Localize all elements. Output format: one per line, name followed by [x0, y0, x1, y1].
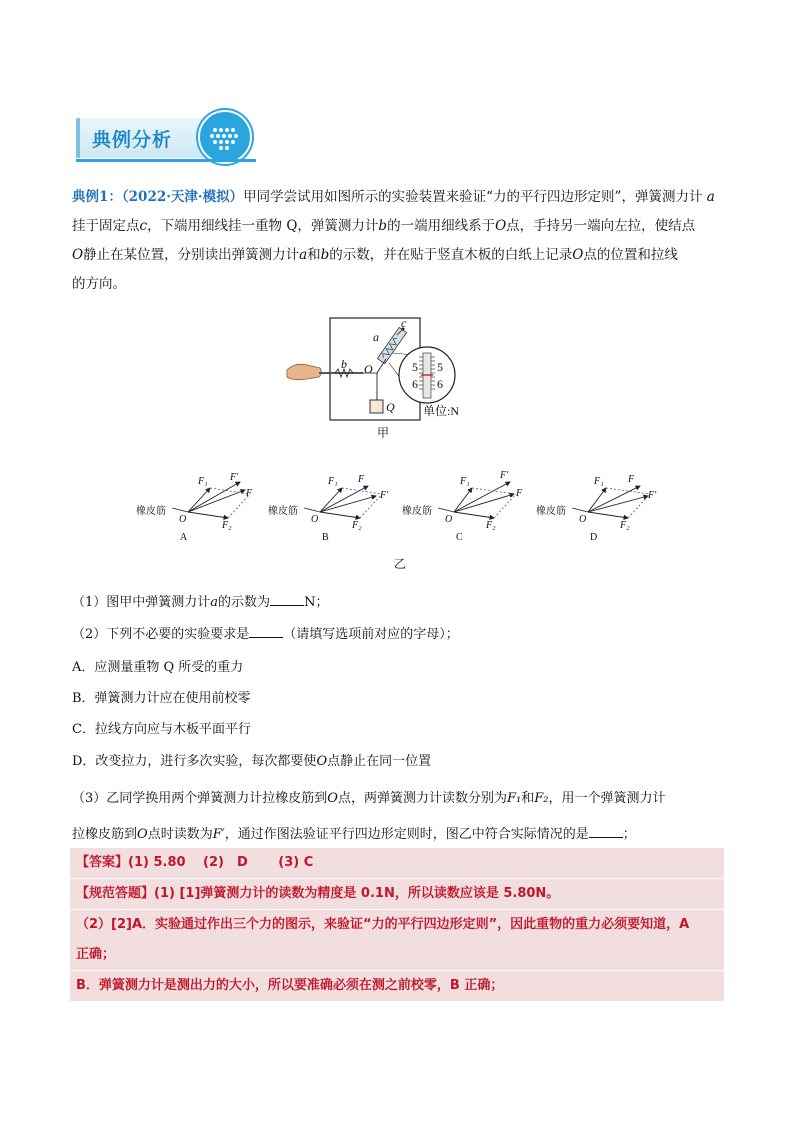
label-Q: Q — [386, 400, 395, 414]
rubber-label: 橡皮筋 — [136, 506, 166, 517]
problem-text: 的一端用细线系于 — [387, 218, 496, 234]
label-O: O — [445, 514, 453, 525]
q-text: ； — [622, 827, 636, 842]
problem-text: 的示数，并在贴于竖直木板的白纸上记录 — [329, 247, 573, 263]
solution-line: 【规范答题】(1) [1]弹簧测力计的读数为精度是 0.1N，所以读数应该是 5.80N。 — [70, 878, 724, 909]
rubber-label: 橡皮筋 — [268, 506, 298, 517]
var-c: c — [139, 218, 148, 234]
answer-blank[interactable] — [270, 605, 304, 606]
label-F: F — [628, 474, 635, 485]
q-text: 和 — [521, 791, 535, 806]
problem-source: （2022·天津·模拟） — [121, 189, 244, 205]
q-text: 点时读数为 — [147, 827, 213, 842]
label-F1: F₁ — [328, 476, 338, 487]
answer-line: 【答案】(1) 5.80 (2) D (3) C — [76, 855, 314, 870]
label-Fprime: F′ — [500, 470, 509, 481]
problem-text: 点，手持另一端向左拉，使结点 — [506, 218, 696, 234]
label-O: O — [179, 514, 187, 525]
rubber-label: 橡皮筋 — [536, 506, 566, 517]
option-B-label: B — [322, 532, 329, 543]
var-O: O — [495, 218, 507, 234]
var-b: b — [320, 247, 330, 263]
option-A: A．应测量重物 Q 所受的重力 — [72, 660, 244, 675]
q-text: （请填写选项前对应的字母）； — [283, 627, 459, 642]
question-2 — [72, 623, 459, 642]
option-C: C．拉线方向应与木板平面平行 — [72, 722, 251, 737]
weight-Q — [370, 400, 383, 413]
q-text: ，用一个弹簧测力计 — [548, 791, 666, 806]
question-3-line-1 — [72, 787, 665, 806]
scale-label: 6 — [412, 377, 418, 391]
problem-text: 和 — [307, 247, 321, 263]
problem-text: 静止在某位置，分别读出弹簧测力计 — [83, 247, 300, 263]
answer-blank[interactable] — [249, 637, 283, 638]
q-text: ，通过作图法验证平行四边形定则时，图乙中符合实际情况的是 — [224, 827, 589, 842]
label-F2: F₂ — [222, 520, 232, 531]
q-text: 点，两弹簧测力计读数分别为 — [337, 791, 507, 806]
var-a: a — [210, 595, 219, 610]
var-a: a — [706, 189, 715, 205]
problem-text: 甲同学尝试用如图所示的实验装置来验证“力的平行四边形定则”，弹簧测力计 — [243, 189, 707, 205]
label-F2: F₂ — [352, 520, 362, 531]
var-F2: F₂ — [534, 791, 549, 806]
option-A-label: A — [180, 532, 188, 543]
q-text: （2）下列不必要的实验要求是 — [72, 627, 250, 642]
problem-line-3 — [72, 241, 732, 270]
figure-caption-yi: 乙 — [394, 557, 407, 571]
var-Fprime: F′ — [212, 827, 225, 842]
var-a: a — [299, 247, 308, 263]
option-figure-C — [402, 470, 523, 543]
var-O: O — [72, 247, 84, 263]
figure-yi — [130, 468, 670, 574]
option-figure-B — [268, 474, 389, 543]
var-O: O — [572, 247, 584, 263]
label-F: F — [358, 474, 365, 485]
label-O: O — [579, 514, 587, 525]
var-b: b — [378, 218, 388, 234]
question-3-line-2 — [72, 823, 636, 842]
label-a: a — [373, 330, 379, 344]
label-F1: F₁ — [460, 476, 470, 487]
label-b: b — [341, 357, 347, 371]
label-O: O — [364, 362, 373, 376]
q-text: （1）图甲中弹簧测力计 — [72, 595, 211, 610]
q-text: 的示数为 — [218, 595, 271, 610]
problem-line-1 — [72, 183, 732, 212]
scale-label: 6 — [437, 377, 443, 391]
scale-label: 5 — [437, 360, 443, 374]
header-underline — [76, 159, 256, 162]
rubber-label: 橡皮筋 — [402, 506, 432, 517]
solution-line: （2）[2]A．实验通过作出三个力的图示，来验证“力的平行四边形定则”，因此重物的重力必须要知道，A — [70, 909, 724, 940]
label-Fprime: F′ — [648, 490, 657, 501]
solution-line: 正确； — [76, 947, 116, 962]
section-header — [76, 110, 256, 164]
label-F1: F₁ — [198, 476, 208, 487]
label-Fprime: F′ — [230, 472, 239, 483]
label-F: F — [246, 488, 253, 499]
hand-icon — [287, 364, 321, 379]
label-F2: F₂ — [620, 520, 630, 531]
example-label: 典例1： — [72, 189, 122, 205]
solution-line: B．弹簧测力计是测出力的大小，所以要准确必须在测之前校零，B 正确； — [70, 970, 724, 1001]
label-F: F — [516, 488, 523, 499]
problem-text: 点的位置和拉线 — [583, 247, 678, 263]
problem-line-2 — [72, 212, 732, 241]
label-F2: F₂ — [486, 520, 496, 531]
option-B: B．弹簧测力计应在使用前校零 — [72, 691, 251, 706]
label-F1: F₁ — [594, 476, 604, 487]
section-title: 典例分析 — [92, 129, 173, 151]
var-O: O — [316, 754, 328, 769]
q-text: N； — [304, 595, 329, 610]
question-1 — [72, 591, 328, 610]
answer-blank[interactable] — [589, 837, 623, 838]
label-Fprime: F′ — [380, 490, 389, 501]
var-O: O — [327, 791, 338, 806]
q-text: 点静止在同一位置 — [327, 754, 432, 769]
var-F1: F₁ — [506, 791, 522, 806]
unit-label: 单位:N — [423, 404, 460, 418]
problem-statement — [72, 183, 732, 299]
option-figure-A — [136, 472, 253, 543]
option-figure-D — [536, 474, 657, 543]
label-O: O — [311, 514, 319, 525]
q-text: D．改变拉力，进行多次实验，每次都要使 — [72, 754, 317, 769]
answer-box — [70, 848, 724, 1001]
option-D — [72, 750, 431, 769]
q-text: 拉橡皮筋到 — [72, 827, 138, 842]
problem-text: 挂于固定点 — [72, 218, 140, 234]
figure-caption-jia: 甲 — [377, 426, 390, 440]
problem-text: ，下端用细线挂一重物 Q，弹簧测力计 — [147, 218, 379, 234]
q-text: （3）乙同学换用两个弹簧测力计拉橡皮筋到 — [72, 791, 328, 806]
problem-line-4: 的方向。 — [72, 276, 126, 292]
label-c: c — [401, 316, 407, 330]
figure-jia — [285, 315, 475, 445]
option-D-label: D — [590, 532, 598, 543]
dots-icon — [198, 110, 252, 164]
option-C-label: C — [456, 532, 463, 543]
var-O: O — [137, 827, 148, 842]
scale-label: 5 — [412, 360, 418, 374]
